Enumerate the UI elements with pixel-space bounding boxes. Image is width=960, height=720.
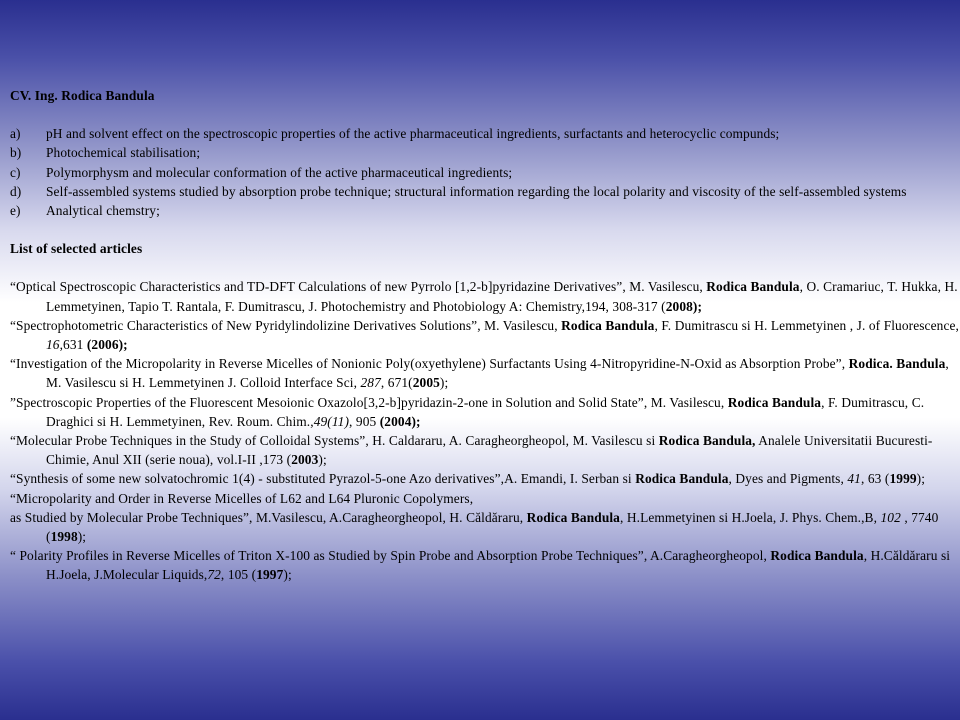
author-name: Rodica Bandula — [727, 394, 822, 410]
list-marker: d) — [10, 183, 22, 199]
author-name: Rodica Bandula — [706, 279, 800, 295]
list-item-text: pH and solvent effect on the spectroscopic properties of the active pharmaceutical ingredients, surfactants and heterocyclic compunds; — [46, 126, 780, 142]
article-entry: “Optical Spectroscopic Characteristics and TD-DFT Calculations of new Pyrrolo [1,2-b]pyridazine Derivatives”, M. Vasilescu, Rodica Bandula, O. Cramariuc, T. Hukka, H. Lemmetyinen, Tapio T. Rantala, F. Dumitrascu, J. Photochemistry and Photobiology A: Chemistry,194, 308-317 (2008); — [10, 279, 958, 314]
list-marker: b) — [10, 145, 22, 161]
article-entry: “Spectrophotometric Characteristics of New Pyridylindolizine Derivatives Solutions”, M. Vasilescu, Rodica Bandula, F. Dumitrascu si H. Lemmetyinen , J. of Fluorescence, 16,631 (2006); — [10, 317, 959, 353]
article-entry: “Investigation of the Micropolarity in Reverse Micelles of Nonionic Poly(oxyethylene) Surfactants Using 4-Nitropyridine-N-Oxid as Absorption Probe”, Rodica. Bandula, M. Vasilescu si H. Lemmetyinen J. Colloid Interface Sci, 287, 671(2005); — [10, 356, 949, 391]
articles-heading: List of selected articles — [10, 241, 143, 257]
articles-list — [10, 277, 960, 584]
list-marker: c) — [10, 164, 21, 180]
author-name: Rodica Bandula, — [658, 433, 756, 449]
list-item-text: Photochemical stabilisation; — [46, 145, 201, 161]
article-entry: “Micropolarity and Order in Reverse Micelles of L62 and L64 Pluronic Copolymers, — [10, 490, 474, 506]
list-marker: e) — [10, 203, 21, 219]
list-item — [10, 201, 960, 220]
list-marker: a) — [10, 126, 21, 142]
article-entry: as Studied by Molecular Probe Techniques”, M.Vasilescu, A.Caragheorgheopol, H. Căldăraru, Rodica Bandula, H.Lemmetyinen si H.Joela, J. Phys. Chem.,B, 102 , 7740 (1998); — [10, 509, 939, 545]
cv-title: CV. Ing. Rodica Bandula — [10, 88, 155, 103]
research-interests-list — [10, 124, 960, 220]
list-item-text: Polymorphysm and molecular conformation of the active pharmaceutical ingredients; — [46, 164, 513, 180]
author-name: Rodica Bandula — [635, 471, 729, 487]
list-item-text: Self-assembled systems studied by absorption probe technique; structural information regarding the local polarity and viscosity of the self-assembled systems — [46, 183, 907, 199]
list-item — [10, 124, 960, 143]
article-entry: “ Polarity Profiles in Reverse Micelles of Triton X-100 as Studied by Spin Probe and Absorption Probe Techniques”, A.Caragheorgheopol, Rodica Bandula, H.Căldăraru si H.Joela, J.Molecular Liquids,72, 105 (1997); — [10, 548, 951, 583]
author-name: Rodica. Bandula — [848, 356, 946, 372]
article-entry: “Synthesis of some new solvatochromic 1(4) - substituted Pyrazol-5-one Azo derivatives”,A. Emandi, I. Serban si Rodica Bandula, Dyes and Pigments, 41, 63 (1999); — [10, 471, 926, 487]
list-item — [10, 163, 960, 182]
author-name: Rodica Bandula — [526, 509, 620, 525]
article-entry: ”Spectroscopic Properties of the Fluorescent Mesoionic Oxazolo[3,2-b]pyridazin-2-one in Solution and Solid State”, M. Vasilescu, Rodica Bandula, F. Dumitrascu, C. Draghici si H. Lemmetyinen, Rev. Roum. Chim.,49(11), 905 (2004); — [10, 394, 925, 429]
list-item-text: Analytical chemstry; — [46, 203, 160, 219]
list-item — [10, 182, 960, 201]
article-entry: “Molecular Probe Techniques in the Study of Colloidal Systems”, H. Caldararu, A. Caragheorgheopol, M. Vasilescu si Rodica Bandula, Analele Universitatii Bucuresti-Chimie, Anul XII (serie noua), vol.I-II ,173 (2003); — [10, 433, 933, 468]
list-item — [10, 143, 960, 162]
author-name: Rodica Bandula — [770, 548, 864, 564]
author-name: Rodica Bandula — [561, 317, 655, 333]
cv-document — [10, 86, 960, 585]
